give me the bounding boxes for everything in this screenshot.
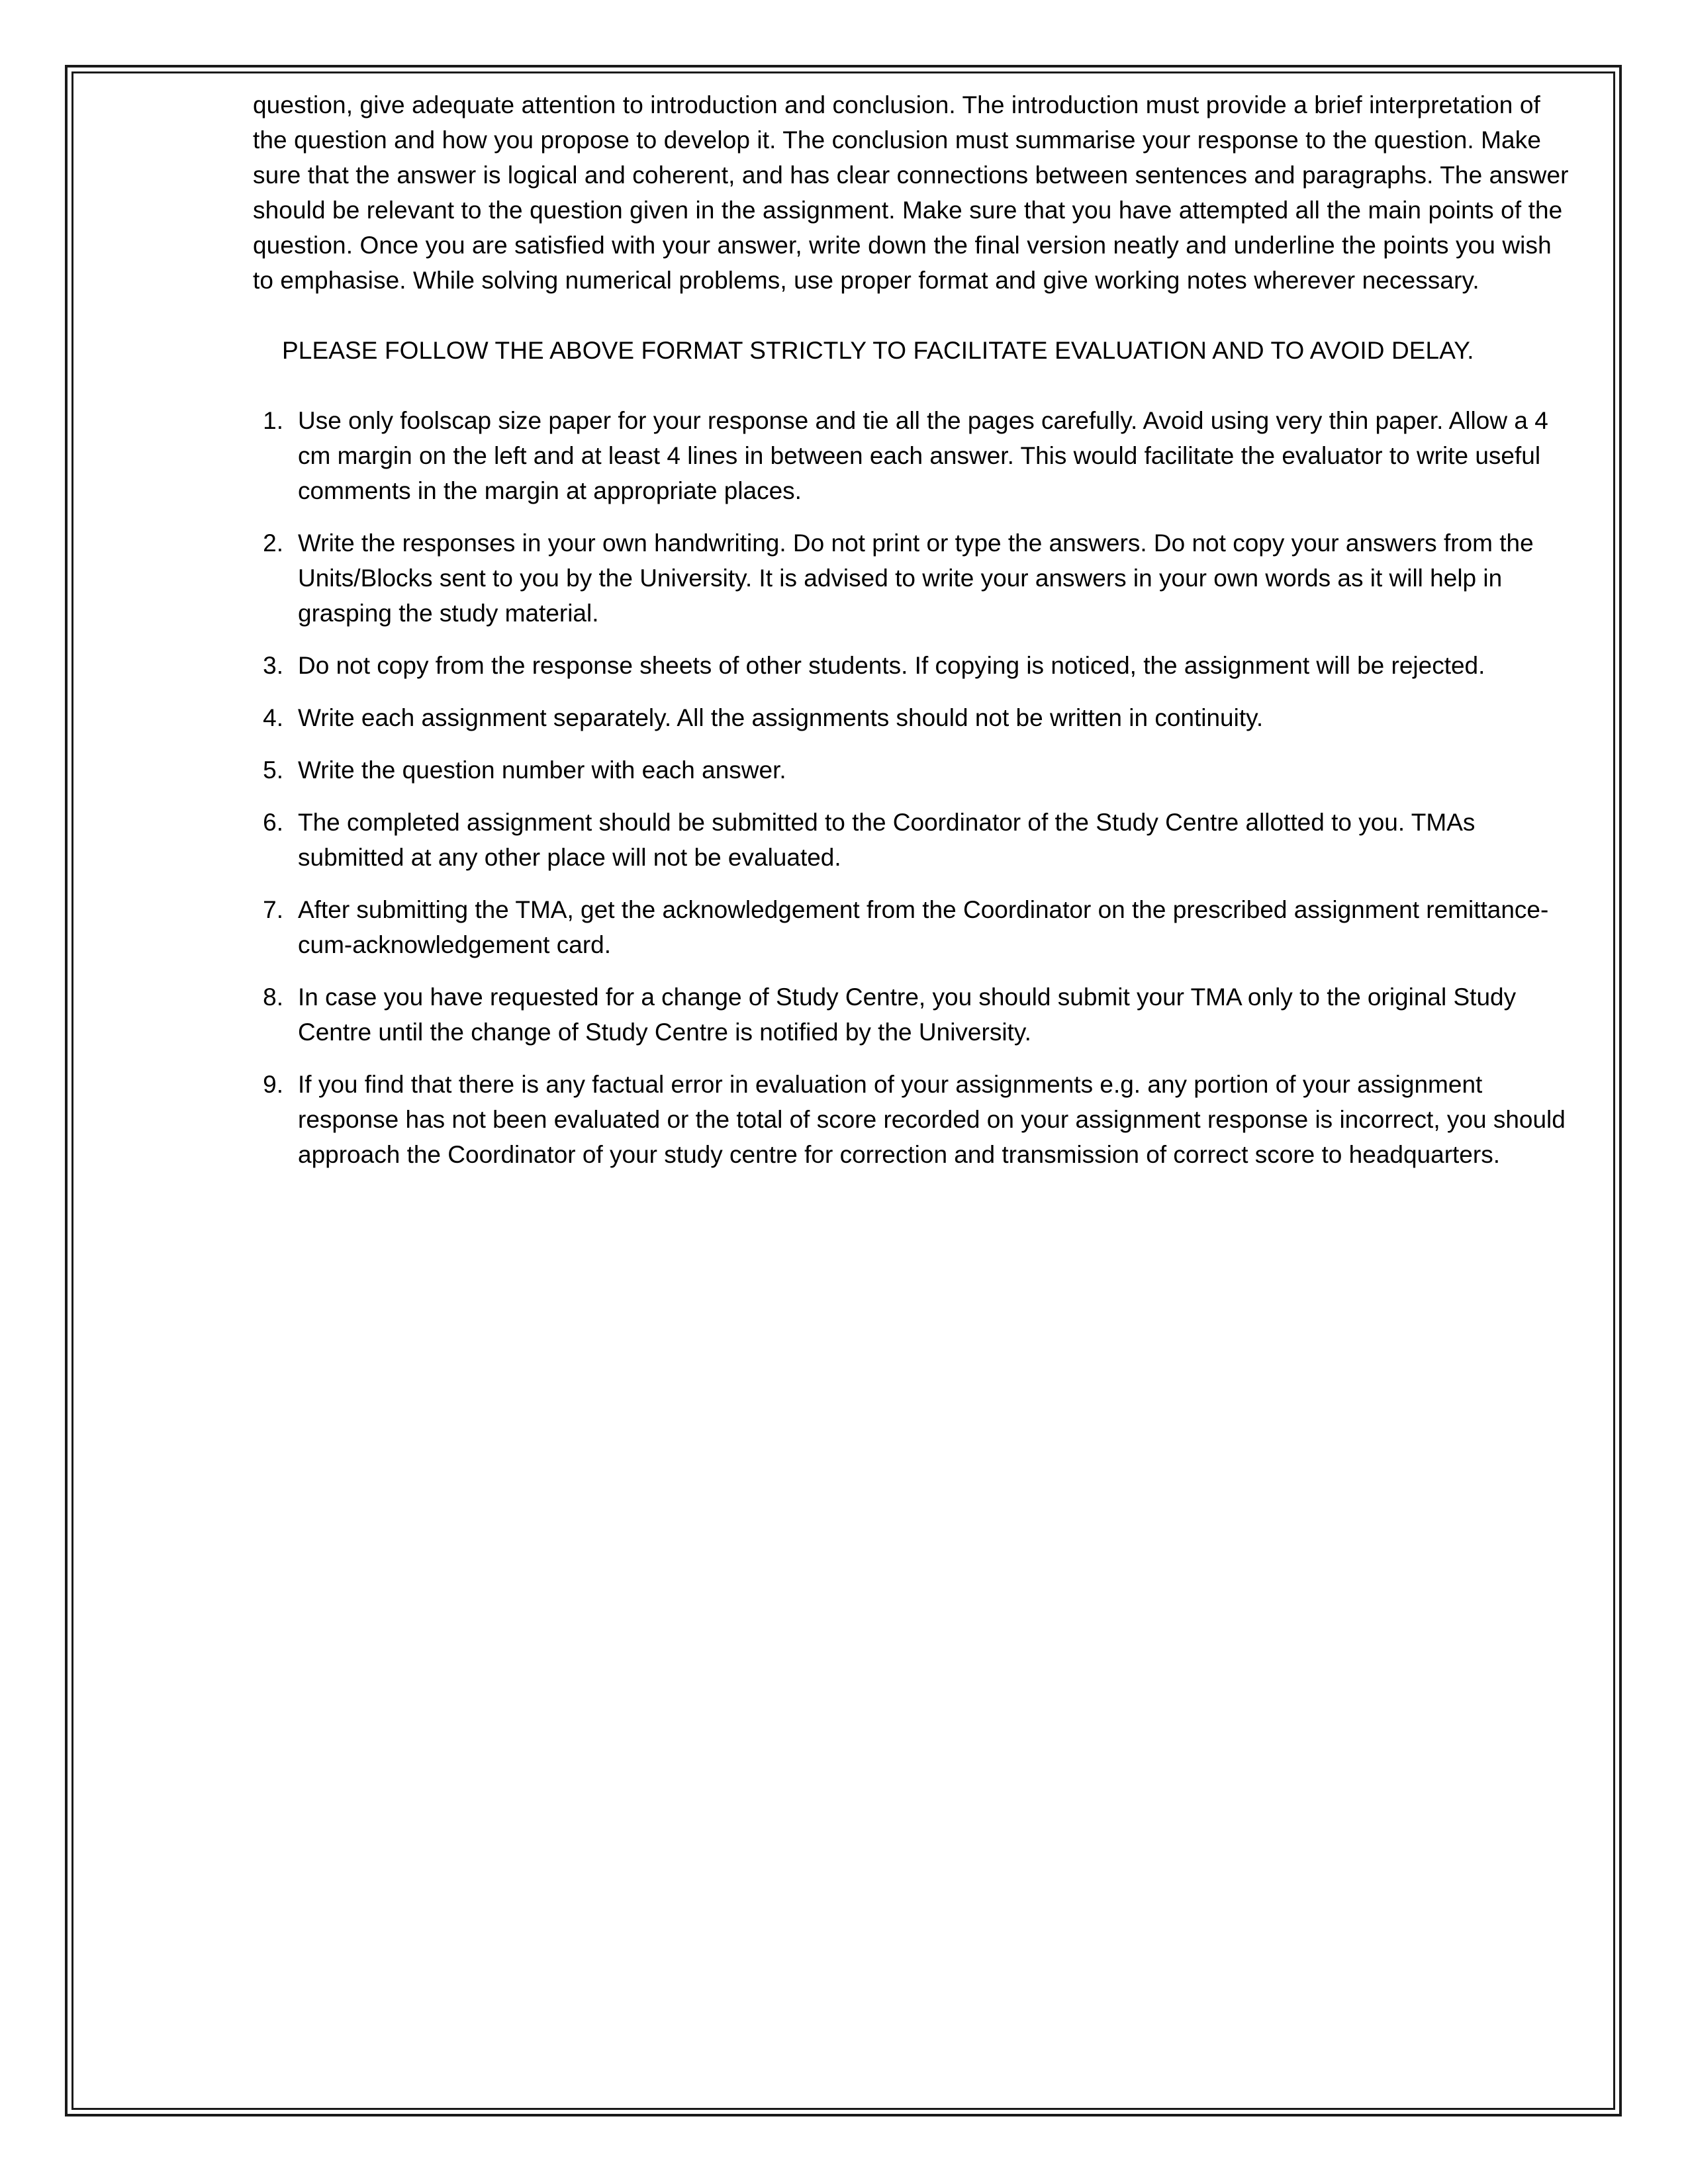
list-item-marker: 3. xyxy=(263,652,283,679)
instructions-list xyxy=(253,403,1570,1172)
list-item xyxy=(253,752,1570,788)
list-item-marker: 4. xyxy=(263,704,283,731)
list-item-marker: 5. xyxy=(263,756,283,784)
list-item xyxy=(253,648,1570,683)
list-item-text: Use only foolscap size paper for your response and tie all the pages carefully. Avoid using very thin paper. Allow a 4 cm margin on the left and at least 4 lines in between each answer. This would facilitate the evaluator to write useful comments in the margin at appropriate places. xyxy=(298,407,1548,504)
list-item xyxy=(253,403,1570,508)
list-item-text: The completed assignment should be submitted to the Coordinator of the Study Centre allotted to you. TMAs submitted at any other place will not be evaluated. xyxy=(298,809,1476,871)
list-item xyxy=(253,1067,1570,1172)
notice-block xyxy=(253,333,1570,368)
list-item-marker: 2. xyxy=(263,529,283,557)
list-item-marker: 6. xyxy=(263,809,283,836)
list-item xyxy=(253,892,1570,962)
list-item xyxy=(253,700,1570,735)
intro-paragraph: question, give adequate attention to introduction and conclusion. The introduction must provide a brief interpretation of the question and how you propose to develop it. The conclusion must summarise your response to the question. Make sure that the answer is logical and coherent, and has clear connections between sentences and paragraphs. The answer should be relevant to the question given in the assignment. Make sure that you have attempted all the main points of the question. Once you are satisfied with your answer, write down the final version neatly and underline the points you wish to emphasise. While solving numerical problems, use proper format and give working notes wherever necessary. xyxy=(253,91,1569,294)
list-item-text: Write each assignment separately. All the assignments should not be written in continuity. xyxy=(298,704,1264,731)
list-item-text: Do not copy from the response sheets of other students. If copying is noticed, the assignment will be rejected. xyxy=(298,652,1485,679)
list-item xyxy=(253,805,1570,875)
list-item xyxy=(253,525,1570,631)
list-item-text: After submitting the TMA, get the acknowledgement from the Coordinator on the prescribed assignment remittance-cum-acknowledgement card. xyxy=(298,896,1549,958)
list-item-marker: 7. xyxy=(263,896,283,923)
page-content xyxy=(253,87,1570,1172)
list-item-marker: 9. xyxy=(263,1071,283,1098)
list-item xyxy=(253,979,1570,1050)
list-item-text: If you find that there is any factual error in evaluation of your assignments e.g. any portion of your assignment response has not been evaluated or the total of score recorded on your assignment response is incorrect, you should approach the Coordinator of your study centre for correction and transmission of correct score to headquarters. xyxy=(298,1071,1566,1168)
list-item-marker: 8. xyxy=(263,983,283,1011)
list-item-text: Write the question number with each answer. xyxy=(298,756,786,784)
list-item-text: Write the responses in your own handwriting. Do not print or type the answers. Do not copy your answers from the Units/Blocks sent to you by the University. It is advised to write your answers in your own words as it will help in grasping the study material. xyxy=(298,529,1534,627)
list-item-text: In case you have requested for a change of Study Centre, you should submit your TMA only to the original Study Centre until the change of Study Centre is notified by the University. xyxy=(298,983,1517,1046)
list-item-marker: 1. xyxy=(263,407,283,434)
notice-text: PLEASE FOLLOW THE ABOVE FORMAT STRICTLY TO FACILITATE EVALUATION AND TO AVOID DELAY. xyxy=(282,337,1474,364)
